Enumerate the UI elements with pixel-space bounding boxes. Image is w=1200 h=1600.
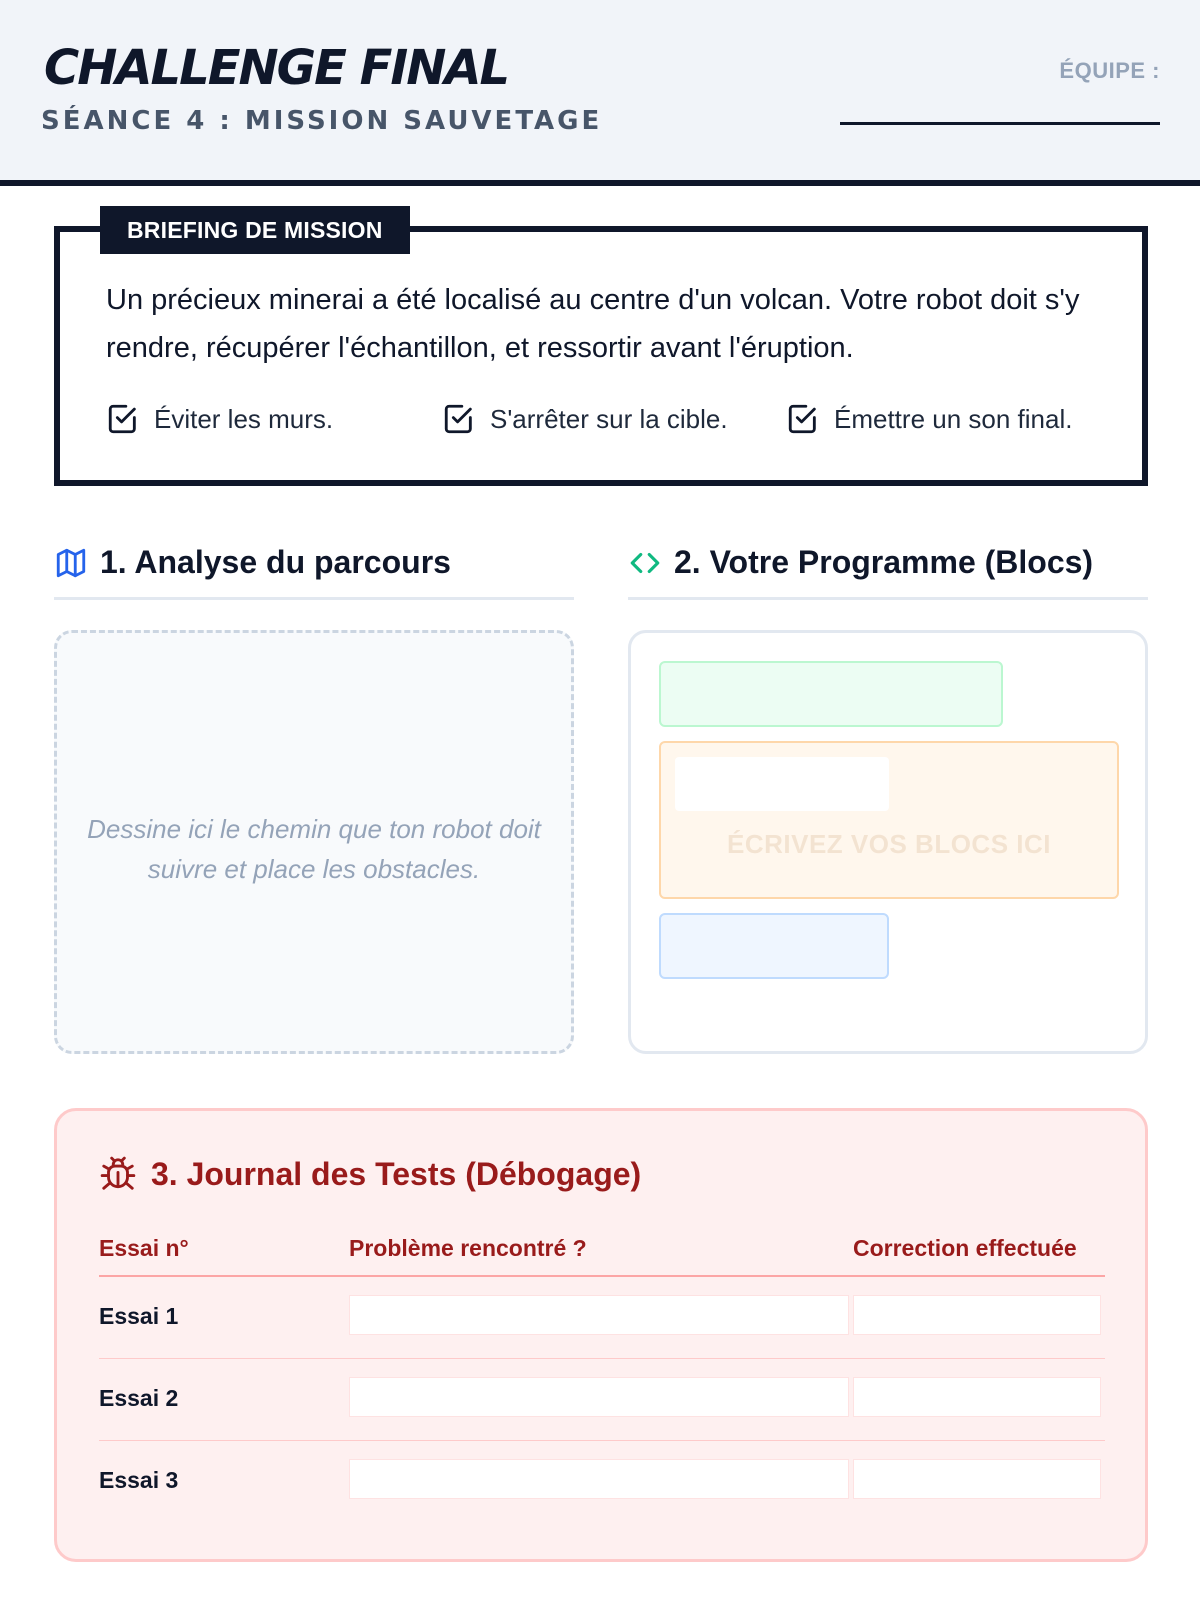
objective-label: S'arrêter sur la cible. [490, 403, 728, 434]
mission-briefing [54, 226, 1148, 486]
objective-label: Éviter les murs. [154, 403, 334, 434]
program-heading: 2. Votre Programme (Blocs) [674, 544, 1094, 580]
route-drawing-area[interactable] [54, 630, 574, 1054]
problem-field[interactable] [349, 1459, 849, 1499]
page-header [0, 0, 1200, 186]
trial-label: Essai 3 [99, 1467, 179, 1493]
analysis-section-header [54, 538, 574, 600]
journal-heading: 3. Journal des Tests (Débogage) [151, 1155, 642, 1192]
condition-slot[interactable] [675, 757, 889, 811]
route-drawing-hint: Dessine ici le chemin que ton robot doit suivre et place les obstacles. [87, 814, 541, 884]
objective-stop-target[interactable] [442, 402, 728, 436]
page-title: CHALLENGE FINAL [44, 40, 509, 96]
debug-journal [54, 1108, 1148, 1562]
objective-final-sound[interactable] [786, 402, 1072, 436]
column-header-correction: Correction effectuée [853, 1235, 1077, 1261]
analysis-heading: 1. Analyse du parcours [100, 544, 451, 580]
correction-field[interactable] [853, 1459, 1101, 1499]
table-row [99, 1359, 1105, 1441]
start-block-slot[interactable] [659, 661, 1003, 727]
objective-label: Émettre un son final. [834, 403, 1073, 434]
check-square-icon [786, 402, 820, 436]
problem-field[interactable] [349, 1295, 849, 1335]
correction-field[interactable] [853, 1295, 1101, 1335]
briefing-tag: BRIEFING DE MISSION [100, 206, 410, 254]
action-block-slot[interactable] [659, 913, 889, 979]
briefing-text: Un précieux minerai a été localisé au centre d'un volcan. Votre robot doit s'y rendre, récupérer l'échantillon, et ressortir avant l'éruption. [106, 284, 1080, 364]
objectives-list [106, 402, 1116, 438]
column-header-trial: Essai n° [99, 1235, 189, 1261]
column-header-problem: Problème rencontré ? [349, 1235, 587, 1261]
program-section-header [628, 538, 1148, 600]
check-square-icon [442, 402, 476, 436]
correction-field[interactable] [853, 1377, 1101, 1417]
table-row [99, 1441, 1105, 1523]
control-block-slot[interactable] [659, 741, 1119, 899]
check-square-icon [106, 402, 140, 436]
table-row [99, 1277, 1105, 1359]
trial-label: Essai 1 [99, 1303, 179, 1329]
team-name-field[interactable] [840, 122, 1160, 125]
trial-label: Essai 2 [99, 1385, 179, 1411]
objective-avoid-walls[interactable] [106, 402, 333, 436]
team-label: ÉQUIPE : [1059, 58, 1160, 83]
page-subtitle: SÉANCE 4 : MISSION SAUVETAGE [41, 106, 603, 136]
blocks-placeholder: ÉCRIVEZ VOS BLOCS ICI [727, 829, 1051, 859]
program-blocks-area[interactable] [628, 630, 1148, 1054]
bug-icon [99, 1155, 137, 1193]
problem-field[interactable] [349, 1377, 849, 1417]
code-icon [628, 546, 662, 580]
map-icon [54, 546, 88, 580]
